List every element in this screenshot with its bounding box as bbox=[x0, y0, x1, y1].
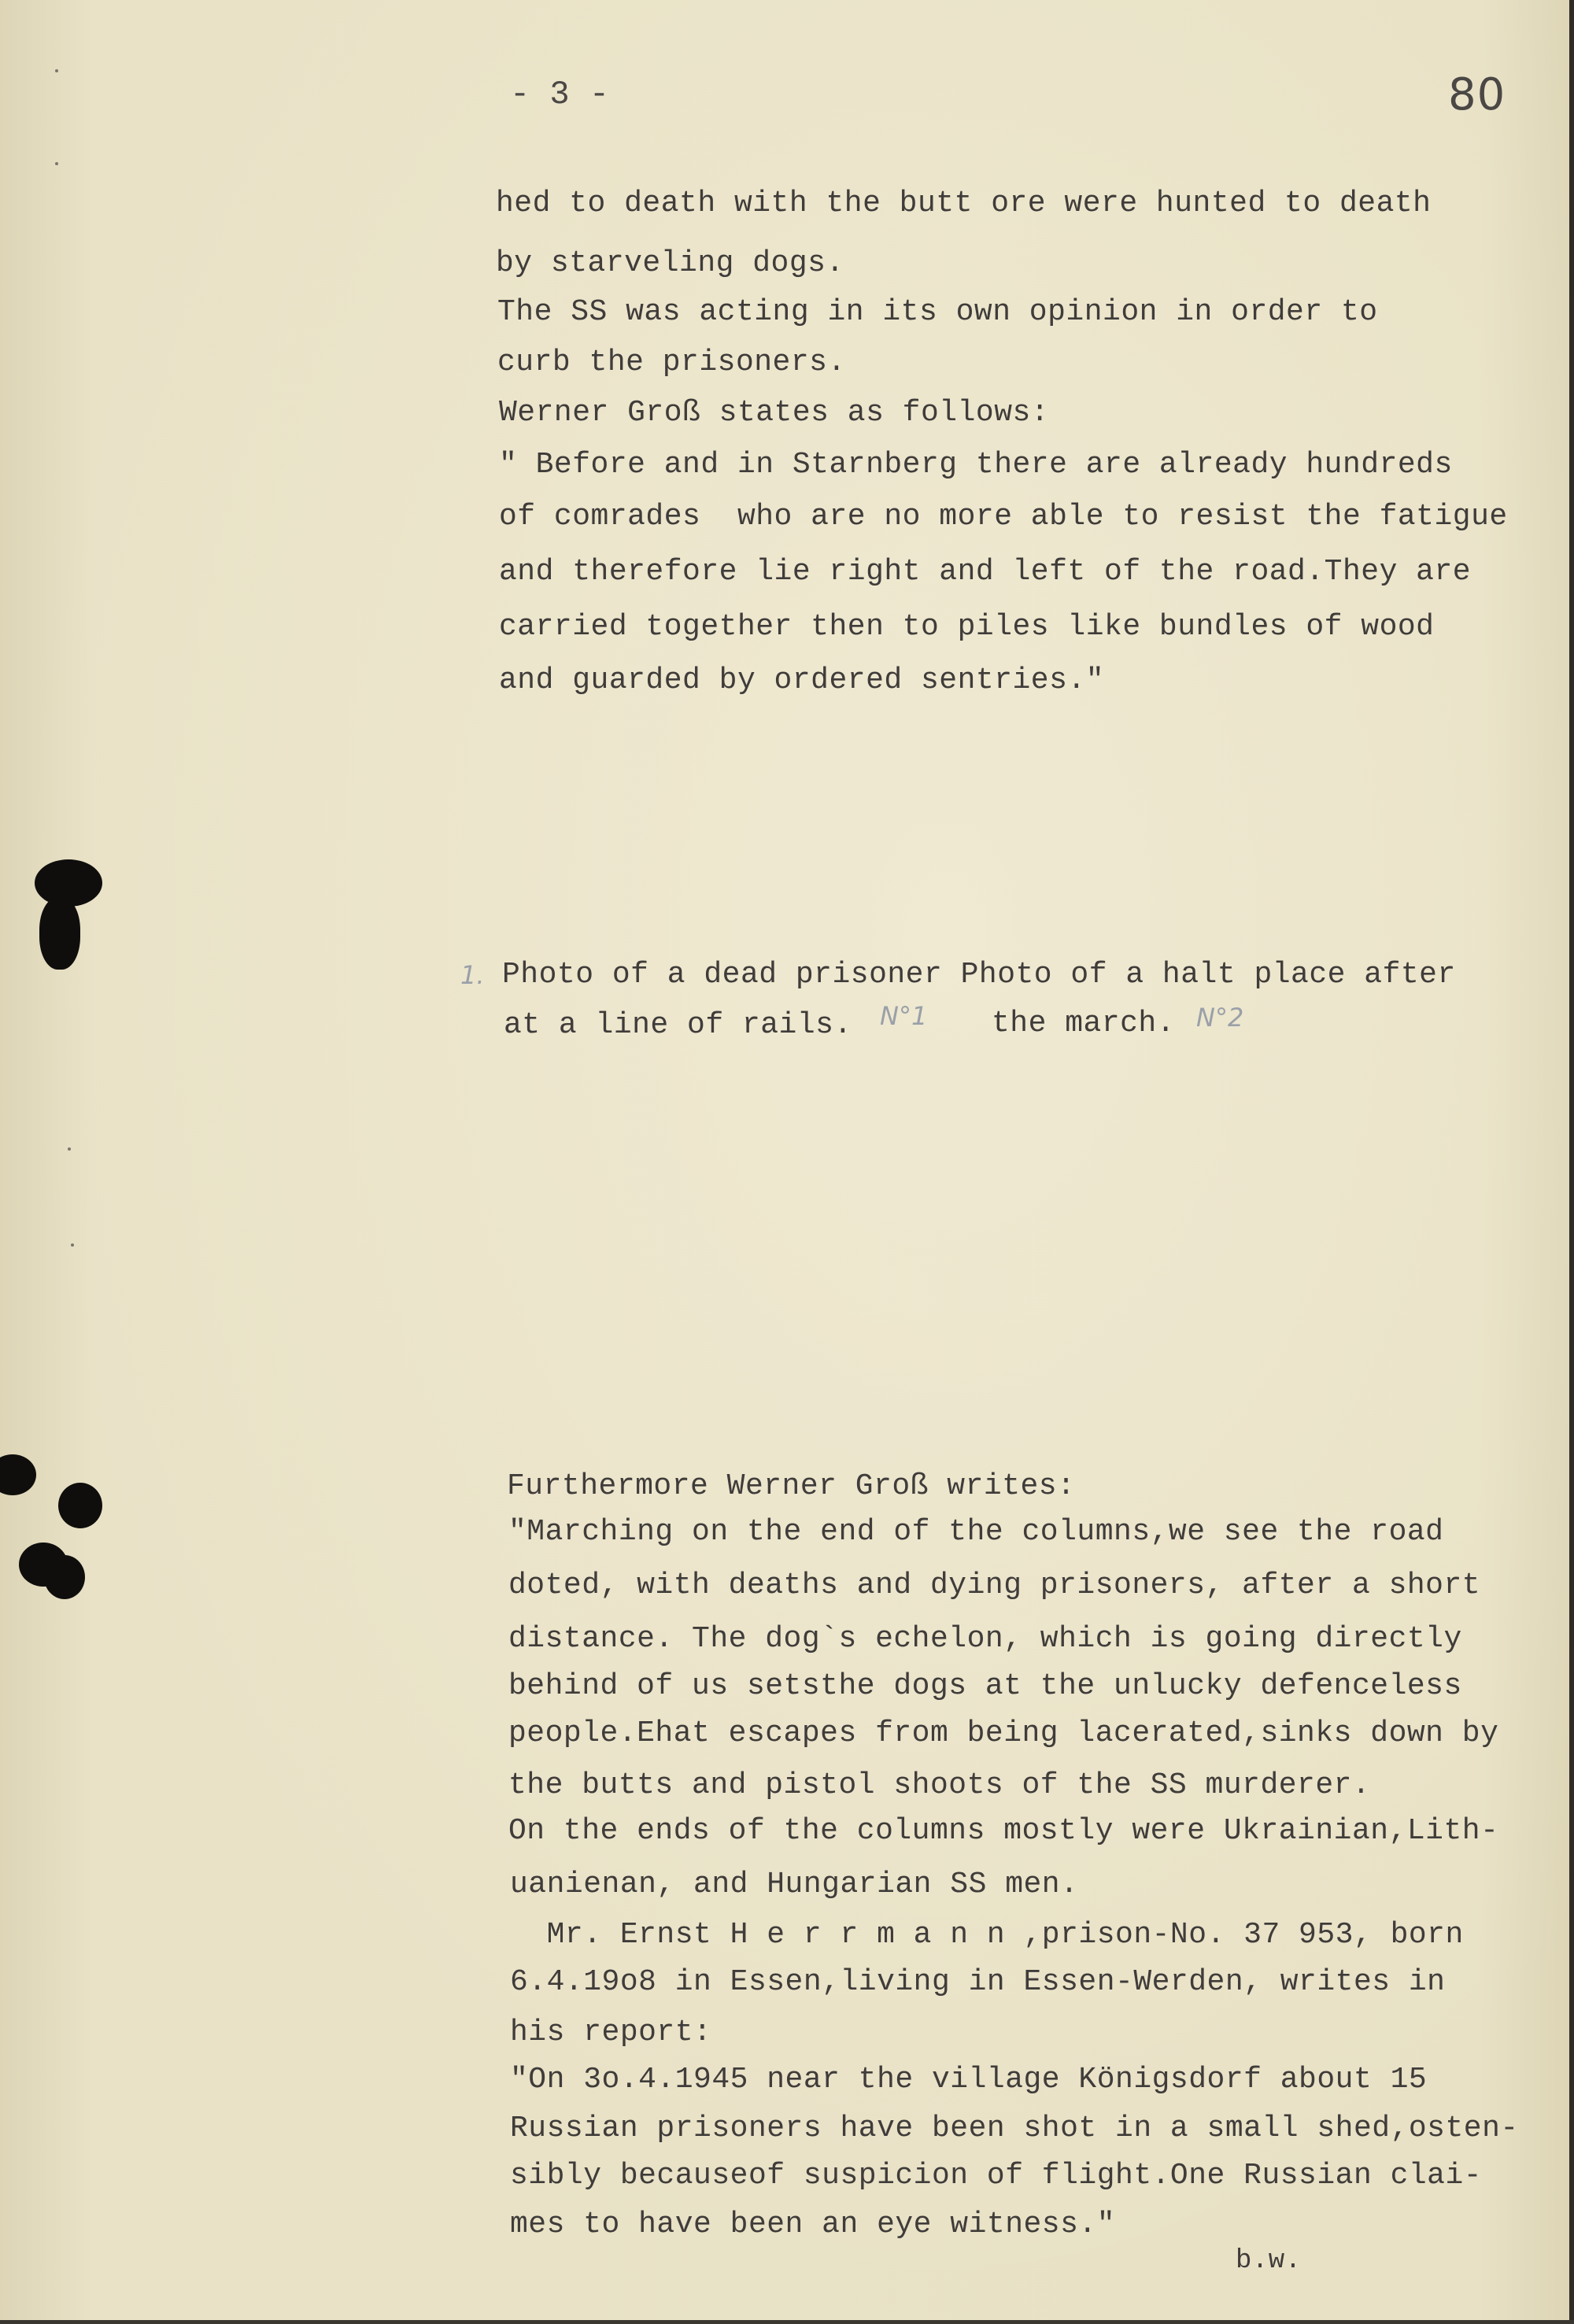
signature-initials: b.w. bbox=[1236, 2246, 1302, 2276]
text-line: uanienan, and Hungarian SS men. bbox=[510, 1868, 1079, 1901]
text-line: by starveling dogs. bbox=[496, 246, 844, 280]
photo-caption-line: at a line of rails. bbox=[504, 1008, 852, 1042]
text-line: Russian prisoners have been shot in a small shed,osten- bbox=[510, 2112, 1519, 2145]
binder-hole bbox=[58, 1483, 102, 1528]
text-line: sibly becauseof suspicion of flight.One Russian clai- bbox=[510, 2159, 1483, 2193]
handwritten-photo-number: N°2 bbox=[1196, 1003, 1244, 1033]
handwritten-marker: 1. bbox=[460, 960, 485, 990]
photo-caption-line: Photo of a dead prisoner Photo of a halt place after bbox=[502, 958, 1456, 992]
text-line: of comrades who are no more able to resist the fatigue bbox=[499, 500, 1508, 534]
binder-hole bbox=[0, 1454, 36, 1495]
paper-speck bbox=[55, 69, 58, 72]
text-line: and therefore lie right and left of the road.They are bbox=[499, 555, 1472, 589]
text-line: distance. The dog`s echelon, which is going directly bbox=[508, 1622, 1462, 1656]
page-number: 80 bbox=[1448, 69, 1506, 120]
text-line: curb the prisoners. bbox=[497, 345, 846, 379]
photo-caption-line: the march. bbox=[992, 1007, 1176, 1040]
text-line: mes to have been an eye witness." bbox=[510, 2208, 1116, 2241]
text-line: 6.4.19o8 in Essen,living in Essen-Werden, writes in bbox=[510, 1965, 1446, 1999]
text-line: carried together then to piles like bundles of wood bbox=[499, 610, 1435, 644]
text-line: doted, with deaths and dying prisoners, after a short bbox=[508, 1568, 1481, 1602]
text-line: Furthermore Werner Groß writes: bbox=[507, 1469, 1076, 1503]
handwritten-photo-number: N°1 bbox=[880, 1001, 928, 1031]
paper-speck bbox=[71, 1243, 74, 1247]
text-line: the butts and pistol shoots of the SS murderer. bbox=[508, 1768, 1371, 1802]
page-edge bbox=[0, 2320, 1574, 2324]
text-line: On the ends of the columns mostly were Ukrainian,Lith- bbox=[508, 1814, 1499, 1848]
paper-speck bbox=[55, 162, 58, 165]
text-line: hed to death with the butt ore were hunted to death bbox=[496, 187, 1432, 220]
binder-hole bbox=[44, 1555, 85, 1599]
text-line: Werner Groß states as follows: bbox=[499, 396, 1050, 430]
page-edge bbox=[1569, 0, 1574, 2324]
text-line: behind of us setsthe dogs at the unlucky defenceless bbox=[508, 1669, 1462, 1703]
text-line: his report: bbox=[510, 2015, 712, 2049]
text-line: " Before and in Starnberg there are already hundreds bbox=[499, 448, 1453, 482]
text-line: people.Ehat escapes from being lacerated,sinks down by bbox=[508, 1716, 1499, 1750]
binder-hole bbox=[39, 897, 80, 970]
text-line: and guarded by ordered sentries." bbox=[499, 663, 1105, 697]
text-line: Mr. Ernst H e r r m a n n ,prison-No. 37 953, born bbox=[510, 1918, 1464, 1952]
paper-speck bbox=[68, 1147, 71, 1151]
text-line: "Marching on the end of the columns,we see the road bbox=[508, 1515, 1444, 1549]
text-line: The SS was acting in its own opinion in order to bbox=[497, 295, 1378, 329]
page-label: - 3 - bbox=[510, 76, 610, 113]
text-line: "On 3o.4.1945 near the village Königsdorf about 15 bbox=[510, 2063, 1428, 2097]
